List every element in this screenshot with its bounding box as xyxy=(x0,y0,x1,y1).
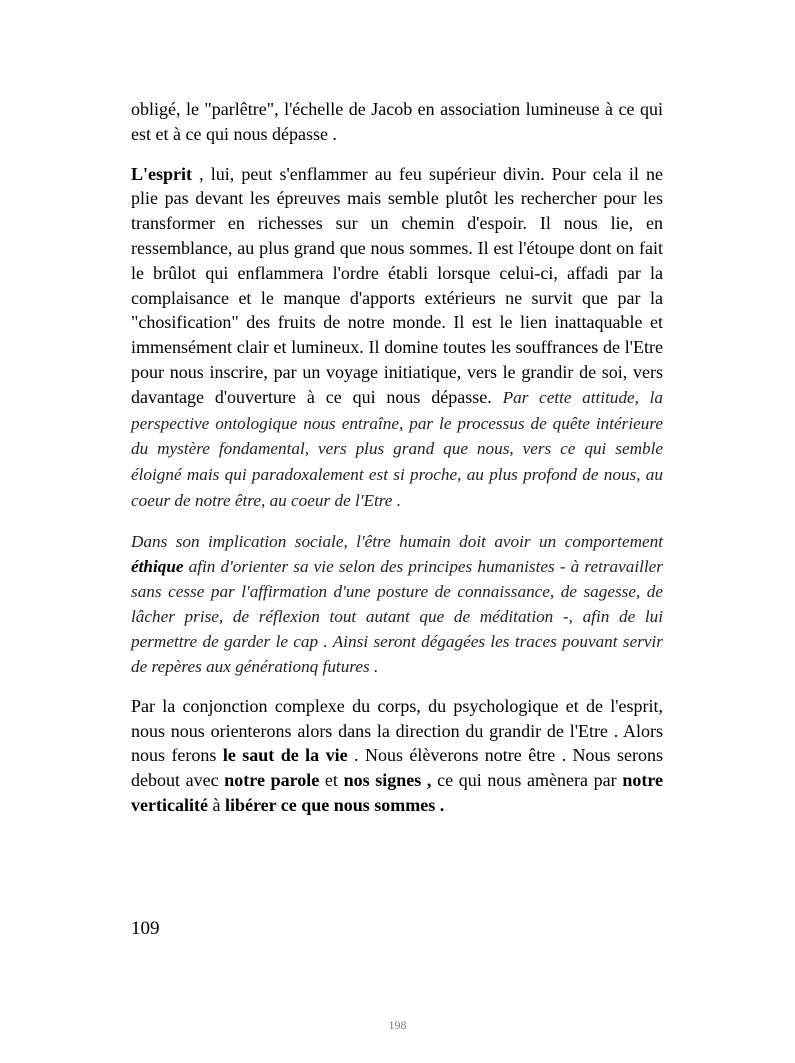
paragraph-4-bold-4: notre verticalité xyxy=(131,770,663,815)
page-number: 109 xyxy=(131,918,160,939)
paragraph-4-bold-3: nos signes , xyxy=(343,770,432,791)
paragraph-4 xyxy=(131,694,663,818)
paragraph-2 xyxy=(131,162,663,514)
paragraph-2-text: , lui, peut s'enflammer au feu supérieur divin. Pour cela il ne plie pas devant les épreuves mais semble plutôt les rechercher pour les transformer en richesses sur un chemin d'espoir. Il nous lie, en ressemblance, au plus grand que nous sommes. Il est l'étoupe dont on fait le brûlot qui enflammera l'ordre établi lorsque celui-ci, affadi par la complaisance et le manque d'apports extérieurs ne survit que par la "chosification" des fruits de notre monde. Il est le lien inattaquable et immensément clair et lumineux. Il domine toutes les souffrances de l'Etre pour nous inscrire, par un voyage initiatique, vers le grandir de soi, vers davantage d'ouverture à ce qui nous dépasse. xyxy=(131,163,663,407)
paragraph-4-text-3: et xyxy=(319,770,344,791)
document-body xyxy=(131,97,663,818)
paragraph-1 xyxy=(131,97,663,147)
paragraph-4-text-1: Par la conjonction complexe du corps, du psychologique et de l'esprit, nous nous orienterons alors dans la direction du grandir de l'Etre . Alors nous ferons xyxy=(131,695,663,766)
paragraph-4-text-5: à xyxy=(207,794,225,815)
paragraph-4-text-2: . Nous élèverons notre être . Nous serons debout avec xyxy=(131,745,663,791)
paragraph-1-text: obligé, le "parlêtre", l'échelle de Jacob en association lumineuse à ce qui est et à ce qui nous dépasse . xyxy=(131,99,663,144)
footer-page-number: 198 xyxy=(388,1018,407,1032)
paragraph-2-bold-lead: L'esprit xyxy=(131,163,192,184)
paragraph-4-text-4: ce qui nous amènera par xyxy=(431,770,623,791)
paragraph-4-bold-2: notre parole xyxy=(224,770,320,791)
paragraph-4-bold-5: libérer ce que nous sommes . xyxy=(224,794,445,815)
paragraph-3-emphasis: éthique xyxy=(131,556,184,576)
paragraph-3 xyxy=(131,529,663,679)
paragraph-3-text-b: afin d'orienter sa vie selon des principes humanistes - à retravailler sans cesse par l'affirmation d'une posture de connaissance, de sagesse, de lâcher prise, de réflexion tout autant que de méditation -, afin de lui permettre de garder le cap . Ainsi seront dégagées les traces pouvant servir de repères aux générationq futures . xyxy=(131,556,663,676)
paragraph-4-bold-1: le saut de la vie xyxy=(222,745,348,766)
paragraph-3-text-a: Dans son implication sociale, l'être humain doit avoir un comportement xyxy=(131,531,663,551)
paragraph-2-italic-text: Par cette attitude, la perspective ontologique nous entraîne, par le processus de quête intérieure du mystère fondamental, vers plus grand que nous, vers ce qui semble éloigné mais qui paradoxalement est si proche, au plus profond de nous, au coeur de notre être, au coeur de l'Etre . xyxy=(131,387,663,510)
